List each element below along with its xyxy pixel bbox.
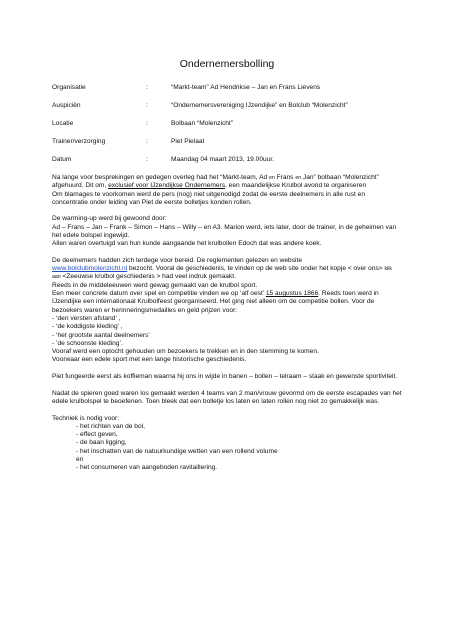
text: Om blamages te voorkomen werd de pers (nog) niet uitgenodigd zodat de eerste deelnemers in alle rust en concentratie onder leiding van Piet de eerste bolletjes konden rollen.	[52, 190, 366, 206]
text: Na lange voor besprekingen en gedegen overleg had het “Markt-team, Ad	[52, 173, 269, 181]
text: Reeds in de middeleeuwen werd gewag gemaakt van de krulbol sport.	[52, 281, 258, 289]
text: Techniek is nodig voor:	[52, 414, 120, 422]
info-row	[52, 102, 402, 110]
info-label: Organisatie	[52, 84, 86, 91]
text: De warming-up werd bij gewoond door:	[52, 215, 167, 223]
list-item: - ‘den versten afstand’ ,	[52, 314, 121, 322]
date-underlined: 15 augustus 1866	[265, 290, 319, 298]
text: bezocht. Vooral de geschiedenis, te vinden op de web site onder het kopje < over ons>	[127, 265, 385, 273]
list-item: - het richten van de bol,	[76, 422, 145, 430]
list-item: - het consumeren van aangeboden ravitaillering.	[76, 464, 218, 472]
info-row	[52, 120, 402, 128]
technique-list	[52, 423, 402, 473]
info-label: Trainer/verzorging	[52, 137, 106, 145]
info-label: Auspiciën	[52, 101, 81, 109]
info-colon: :	[146, 101, 148, 109]
paragraph-coffee: Piet fungeerde eerst als koffieman waarna hij ons in wijde in banen – bollen – telraam – staak en gewenste sportiviteit.	[52, 373, 398, 381]
info-colon: :	[146, 155, 148, 163]
paragraph-teams: Nadat de spieren goed waren los gemaakt werden 4 teams van 2 man/vrouw gevormd om de eerste escapades van het edele krulbolspel te beoefenen. Toen bleek dat een bolletje los laten en laten rollen nog niet zo gemakkelijk was.	[52, 389, 402, 405]
info-row	[52, 156, 402, 164]
text: Jan” bolbaan “Molenzicht” afgehuurd. Dit om,	[52, 173, 379, 190]
list-item: - de baan ligging,	[76, 439, 127, 447]
info-value: “Markt-team” Ad Hendrikse – Jan en Frans Lievens	[171, 84, 321, 91]
info-colon: :	[146, 119, 148, 127]
list-item: - het inschatten van de natuurkundige wetten van een rollend volume	[76, 447, 278, 455]
text-small: en	[269, 174, 275, 181]
text: Vooraf werd een optocht gehouden om bezoekers te trekken en in den stemming te komen.	[52, 348, 319, 356]
paragraph-intro	[52, 174, 402, 207]
list-item: en	[76, 456, 84, 464]
text: Voorwaar een edele sport met een lange historische geschiedenis.	[52, 356, 247, 364]
list-item: - effect geven,	[76, 431, 118, 439]
text: Een meer concrete datum over spel en competitie vinden we op ‘alf oest’	[52, 290, 266, 298]
info-colon: :	[146, 84, 148, 91]
info-value: “Ondernemersvereniging IJzendijke” en Bolclub “Molenzicht”	[171, 101, 348, 109]
text: Frans	[274, 173, 296, 181]
list-item: - ‘het grootste aantal deelnemers’	[52, 331, 150, 339]
info-label: Datum	[52, 155, 72, 163]
info-row	[52, 84, 402, 92]
info-value: Maandag 04 maart 2013, 19.00uur.	[171, 155, 275, 163]
info-table	[52, 84, 402, 164]
info-colon: :	[146, 137, 148, 145]
document-title: Ondernemersbolling	[179, 58, 275, 70]
paragraph-technique	[52, 415, 402, 473]
info-value: Piet Pielaat	[171, 137, 205, 145]
list-item: - ‘de koddigste kleding’ ,	[52, 323, 123, 331]
text: De deelnemers hadden zich terdege voor bereid. De reglementen gelezen en website	[52, 256, 302, 264]
text-underlined: exclusief voor IJzendijkse Ondernemers	[108, 182, 225, 190]
info-row	[52, 138, 402, 146]
text: Ad – Frans – Jan – Frank – Simon – Hans – Willy – en A3. Marion werd, iets later, door de trainer, in de geheimen van het edele bolspel ingewijd.	[52, 223, 397, 239]
website-link[interactable]: www.bolclubmolenzicht.nl	[52, 265, 128, 273]
prize-list	[52, 315, 402, 348]
text: <Zeeuwse krulbol geschiedenis > had veel indruk gemaakt.	[60, 273, 236, 281]
text-small: en	[295, 174, 302, 181]
text-small: klik aan	[52, 266, 392, 281]
text: . Reeds toen werd in IJzendijke een internationaal Krulbolfeest georganiseerd. Het ging niet alleen om de competitie bollen. Voor de bezoekers waren er herinneringsmedailles en geld prijzen voor:	[52, 290, 379, 314]
info-label: Locatie	[52, 119, 74, 127]
paragraph-history	[52, 257, 402, 365]
paragraph-warmup	[52, 215, 402, 248]
list-item: - ’de schoonste kleding’.	[52, 339, 123, 347]
info-value: Bolbaan “Molenzicht”	[171, 119, 233, 127]
text: Allen waren overtuigd van hun kunde aangaande het krulbollen Edoch dat was andere koek.	[52, 240, 322, 248]
text: , een maandelijkse Krulbol avond te organiseren	[225, 182, 367, 190]
